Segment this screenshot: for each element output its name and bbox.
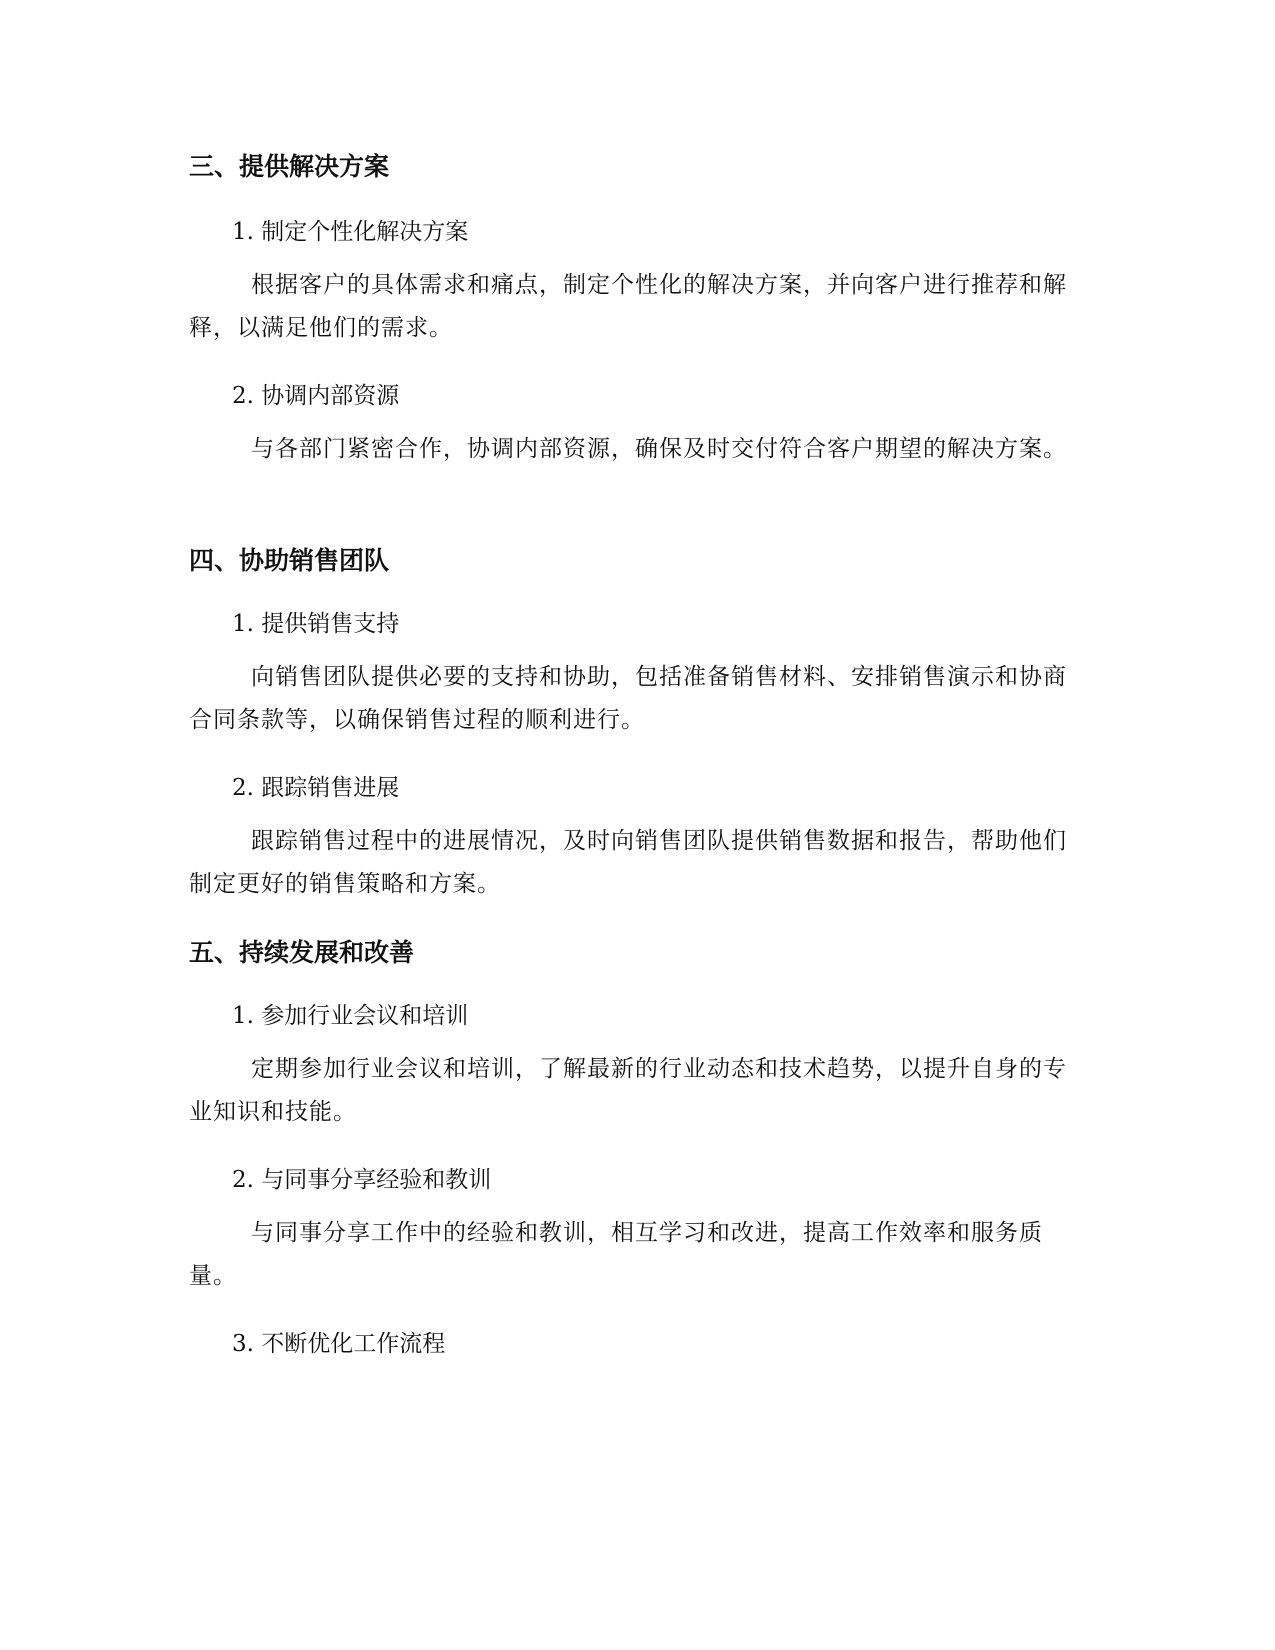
section-heading: 四、协助销售团队 (189, 546, 390, 575)
section-heading: 五、持续发展和改善 (189, 938, 415, 967)
item-title: 3. 不断优化工作流程 (232, 1331, 446, 1357)
section-heading: 三、提供解决方案 (189, 152, 390, 181)
item-paragraph: 与各部门紧密合作，协调内部资源，确保及时交付符合客户期望的解决方案。 (251, 436, 1067, 462)
item-title: 1. 提供销售支持 (232, 611, 400, 637)
item-paragraph: 定期参加行业会议和培训，了解最新的行业动态和技术趋势，以提升自身的专业知识和技能。 (189, 1056, 1067, 1125)
item-paragraph: 与同事分享工作中的经验和教训，相互学习和改进，提高工作效率和服务质量。 (189, 1220, 1043, 1289)
item-title: 2. 与同事分享经验和教训 (232, 1167, 492, 1193)
item-paragraph: 跟踪销售过程中的进展情况，及时向销售团队提供销售数据和报告，帮助他们制定更好的销售策略和方案。 (189, 828, 1067, 897)
item-title: 1. 制定个性化解决方案 (232, 219, 469, 245)
item-paragraph: 根据客户的具体需求和痛点，制定个性化的解决方案，并向客户进行推荐和解释，以满足他们的需求。 (189, 272, 1067, 341)
item-title: 1. 参加行业会议和培训 (232, 1003, 469, 1029)
item-title: 2. 协调内部资源 (232, 383, 400, 409)
item-paragraph: 向销售团队提供必要的支持和协助，包括准备销售材料、安排销售演示和协商合同条款等，以确保销售过程的顺利进行。 (189, 664, 1067, 733)
item-title: 2. 跟踪销售进展 (232, 775, 400, 801)
